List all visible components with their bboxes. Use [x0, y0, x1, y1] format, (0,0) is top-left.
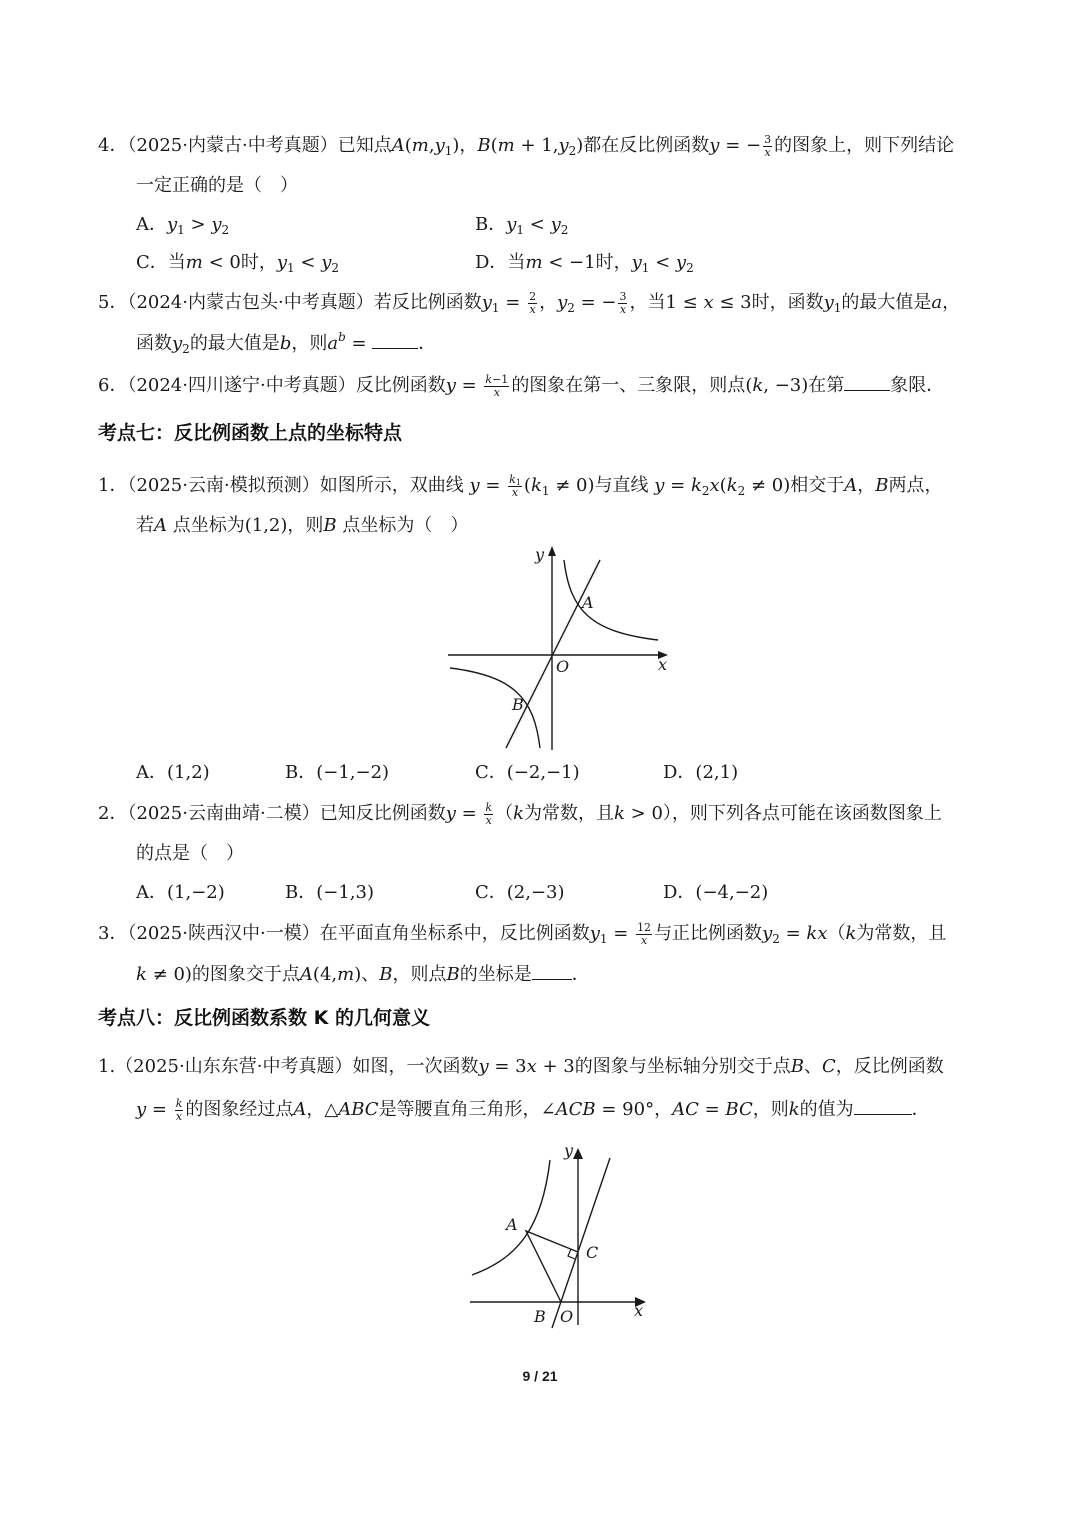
point-c-label: C — [586, 1243, 599, 1262]
question-5-line1: 5．（2024·内蒙古包头·中考真题）若反比例函数$y_1$ = $\frac{2}{x}$ ，$y_2$ = − $\frac{3}{x}$ ，当1 ≤ x ≤ 3时，函数$y_1$的最大值是a， — [98, 289, 961, 316]
question-7-2-option-b[interactable]: B．(−1,3) — [285, 882, 374, 903]
question-8-1-line1: 1.（2025·山东东营·中考真题）如图，一次函数y = 3x + 3的图象与坐标轴分别交于点B、C，反比例函数 — [98, 1056, 944, 1077]
question-7-2-option-a[interactable]: A．(1,−2) — [136, 882, 225, 903]
question-7-1-option-a[interactable]: A．(1,2) — [136, 762, 210, 783]
triangle-figure — [460, 1130, 660, 1330]
question-7-1-option-c[interactable]: C．(−2,−1) — [475, 762, 580, 783]
question-7-1-option-d[interactable]: D．(2,1) — [663, 762, 739, 783]
x-axis-label: x — [634, 1301, 644, 1320]
y-axis-arrow — [573, 1148, 583, 1159]
triangle-abc — [526, 1231, 578, 1302]
answer-blank[interactable] — [844, 372, 890, 391]
point-a-label: A — [506, 1215, 518, 1234]
question-7-1-line1: 1．（2025·云南·模拟预测）如图所示，双曲线 y = $\frac{k_1}{x}$ $(k_1 \ne 0)$与直线 $y = k_2x(k_2 \ne 0)$相交于A，B两点， — [98, 472, 943, 499]
question-8-1-line2: y = $\frac{k}{x}$ 的图象经过点A，△ABC是等腰直角三角形，∠ACB = 90°，AC = BC，则k的值为 ． — [136, 1096, 930, 1123]
question-7-3-line2: k ≠ 0)的图象交于点A(4,m)、B，则点B的坐标是 ． — [136, 961, 590, 988]
y-axis-arrow — [548, 546, 556, 556]
answer-blank[interactable] — [532, 961, 572, 980]
question-7-2-line1: 2．（2025·云南曲靖·二模）已知反比例函数y = $\frac{k}{x}$ （k为常数，且k > 0），则下列各点可能在该函数图象上 — [98, 800, 942, 827]
question-4-line2: 一定正确的是（ ） — [136, 175, 298, 196]
question-6-line1: 6．（2024·四川遂宁·中考真题）反比例函数y = $\frac{k-1}{x}$ 的图象在第一、三象限，则点(k, −3)在第 象限． — [98, 372, 945, 399]
point-b-label: B — [534, 1307, 546, 1326]
question-7-2-option-c[interactable]: C．(2,−3) — [475, 882, 565, 903]
question-4-option-d[interactable]: D．当m < −1时，$y_1 < y_2$ — [475, 252, 694, 275]
hyperbola-branch-upper — [564, 560, 658, 640]
question-7-1-option-b[interactable]: B．(−1,−2) — [285, 762, 390, 783]
line-through-origin — [506, 560, 600, 748]
section-8-title: 考点八：反比例函数系数 K 的几何意义 — [98, 1007, 430, 1029]
answer-blank[interactable] — [372, 330, 418, 349]
question-4-option-a[interactable]: A．$y_1 > y_2$ — [136, 214, 230, 237]
question-4-line1: 4．（2025·内蒙古·中考真题）已知点$A(m,y_1)$，$B(m + 1,y_2)$都在反比例函数y = − $\frac{3}{x}$ 的图象上，则下列结论 — [98, 132, 955, 159]
origin-label: O — [556, 657, 570, 676]
y-axis-label: y — [564, 1141, 574, 1160]
question-7-1-line2: 若A 点坐标为(1,2)，则B 点坐标为（ ） — [136, 515, 469, 536]
question-7-3-line1: 3．（2025·陕西汉中·一模）在平面直角坐标系中，反比例函数$y_1$ = $\frac{12}{x}$ 与正比例函数$y_2 = kx(k$为常数，且 — [98, 920, 947, 947]
point-a-label: A — [582, 593, 594, 612]
question-4-option-c[interactable]: C．当m < 0时，$y_1 < y_2$ — [136, 252, 339, 275]
x-axis-label: x — [658, 655, 668, 674]
answer-blank[interactable] — [854, 1096, 912, 1115]
question-4-option-b[interactable]: B．$y_1 < y_2$ — [475, 214, 569, 237]
page-number: 9 / 21 — [522, 1368, 558, 1384]
point-b-label: B — [512, 695, 524, 714]
section-7-title: 考点七：反比例函数上点的坐标特点 — [98, 422, 403, 444]
question-7-2-line2: 的点是（ ） — [136, 843, 244, 864]
origin-label: O — [560, 1307, 574, 1326]
question-7-2-option-d[interactable]: D．(−4,−2) — [663, 882, 769, 903]
y-axis-label: y — [535, 545, 545, 564]
hyperbola-figure — [440, 540, 680, 755]
question-5-line2: 函数$y_2$的最大值是b，则$a^b$ = ． — [136, 330, 437, 356]
